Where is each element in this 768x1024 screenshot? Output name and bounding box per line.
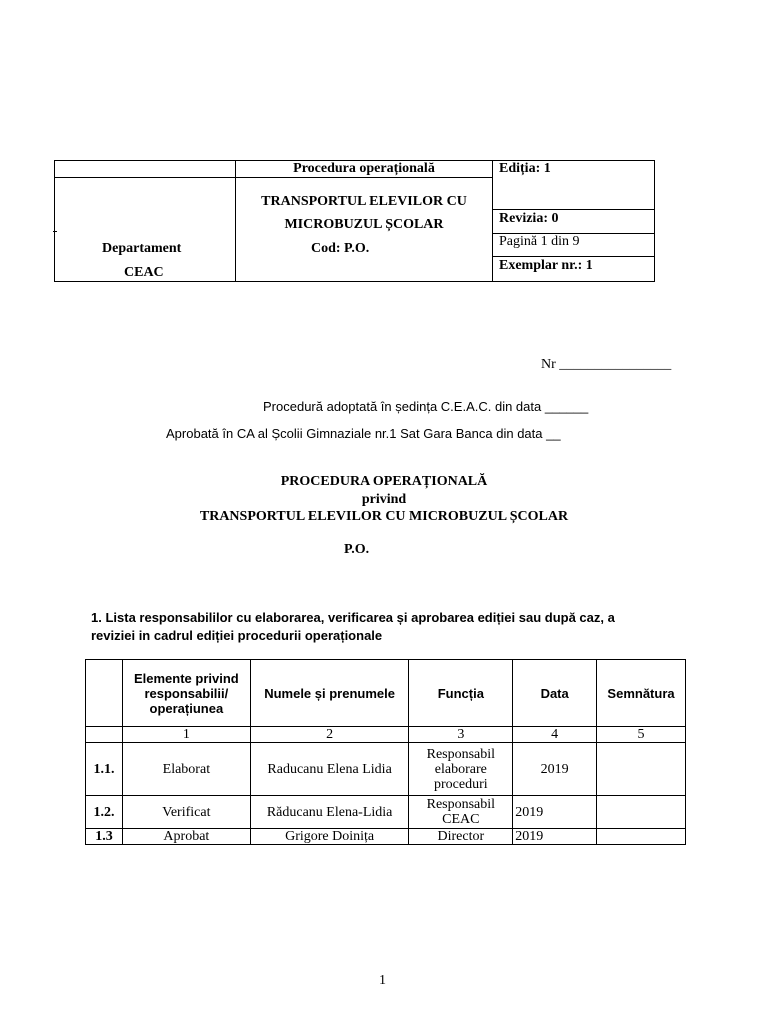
header-code: Cod: P.O.: [311, 241, 370, 256]
row-name: Răducanu Elena-Lidia: [250, 796, 409, 829]
header-doc-type: Procedura operațională: [293, 161, 435, 176]
row-date: 2019: [513, 829, 597, 845]
procedure-code: P.O.: [344, 542, 370, 557]
number-cell: 5: [597, 727, 686, 743]
registry-approved: Aprobată în CA al Școlii Gimnaziale nr.1 Sat Gara Banca din data __: [166, 426, 561, 441]
table-row: [86, 829, 686, 845]
header-cell-function: Funcția: [409, 660, 513, 727]
header-divider: [55, 177, 492, 178]
row-name: Grigore Doinița: [250, 829, 409, 845]
table-row: [86, 796, 686, 829]
header-cell-name: Numele și prenumele: [250, 660, 409, 727]
header-copy: Exemplar nr.: 1: [499, 258, 593, 273]
header-cell-signature: Semnătura: [597, 660, 686, 727]
number-cell: 2: [250, 727, 409, 743]
header-department-name: CEAC: [124, 265, 164, 280]
number-cell: 3: [409, 727, 513, 743]
row-index: 1.3: [86, 829, 123, 845]
row-date: 2019: [513, 796, 597, 829]
section-heading-line1: 1. Lista responsabililor cu elaborarea, verificarea și aprobarea ediției sau după caz, a: [91, 610, 615, 625]
table-number-row: [86, 727, 686, 743]
header-revision: Revizia: 0: [499, 211, 559, 226]
procedure-subtitle: privind: [361, 492, 407, 507]
number-cell: 4: [513, 727, 597, 743]
row-index: 1.2.: [86, 796, 123, 829]
table-row: [86, 743, 686, 796]
number-cell: 1: [122, 727, 250, 743]
header-divider: [492, 161, 493, 281]
header-title-line1: TRANSPORTUL ELEVILOR CU: [261, 194, 467, 209]
row-element: Aprobat: [122, 829, 250, 845]
header-cell-index: [86, 660, 123, 727]
row-element: Elaborat: [122, 743, 250, 796]
row-signature: [597, 743, 686, 796]
row-name: Raducanu Elena Lidia: [250, 743, 409, 796]
row-signature: [597, 829, 686, 845]
header-cell-date: Data: [513, 660, 597, 727]
number-cell: [86, 727, 123, 743]
header-department-label: Departament: [102, 241, 182, 256]
table-header-row: [86, 660, 686, 727]
page-number: 1: [379, 973, 386, 988]
header-edition: Ediția: 1: [499, 161, 551, 176]
header-cell-element: Elemente privind responsabilii/ operațiunea: [122, 660, 250, 727]
document-header-table: [54, 160, 655, 282]
row-element: Verificat: [122, 796, 250, 829]
margin-mark: [53, 231, 57, 232]
row-date: 2019: [513, 743, 597, 796]
header-divider: [492, 209, 654, 210]
registry-adopted: Procedură adoptată în ședința C.E.A.C. din data ______: [263, 399, 589, 414]
row-function: Responsabil CEAC: [409, 796, 513, 829]
header-divider: [492, 256, 654, 257]
row-index: 1.1.: [86, 743, 123, 796]
header-title-line2: MICROBUZUL ȘCOLAR: [284, 217, 444, 232]
row-function: Director: [409, 829, 513, 845]
procedure-subject: TRANSPORTUL ELEVILOR CU MICROBUZUL ȘCOLAR: [199, 509, 569, 524]
section-heading-line2: reviziei in cadrul ediției procedurii operaționale: [91, 628, 383, 643]
responsibles-table: [85, 659, 686, 845]
row-signature: [597, 796, 686, 829]
procedure-title: PROCEDURA OPERAȚIONALĂ: [280, 474, 488, 489]
section-heading: [91, 609, 615, 645]
header-page: Pagină 1 din 9: [499, 234, 580, 249]
row-function: Responsabil elaborare proceduri: [409, 743, 513, 796]
registry-number: Nr ________________: [541, 357, 672, 372]
